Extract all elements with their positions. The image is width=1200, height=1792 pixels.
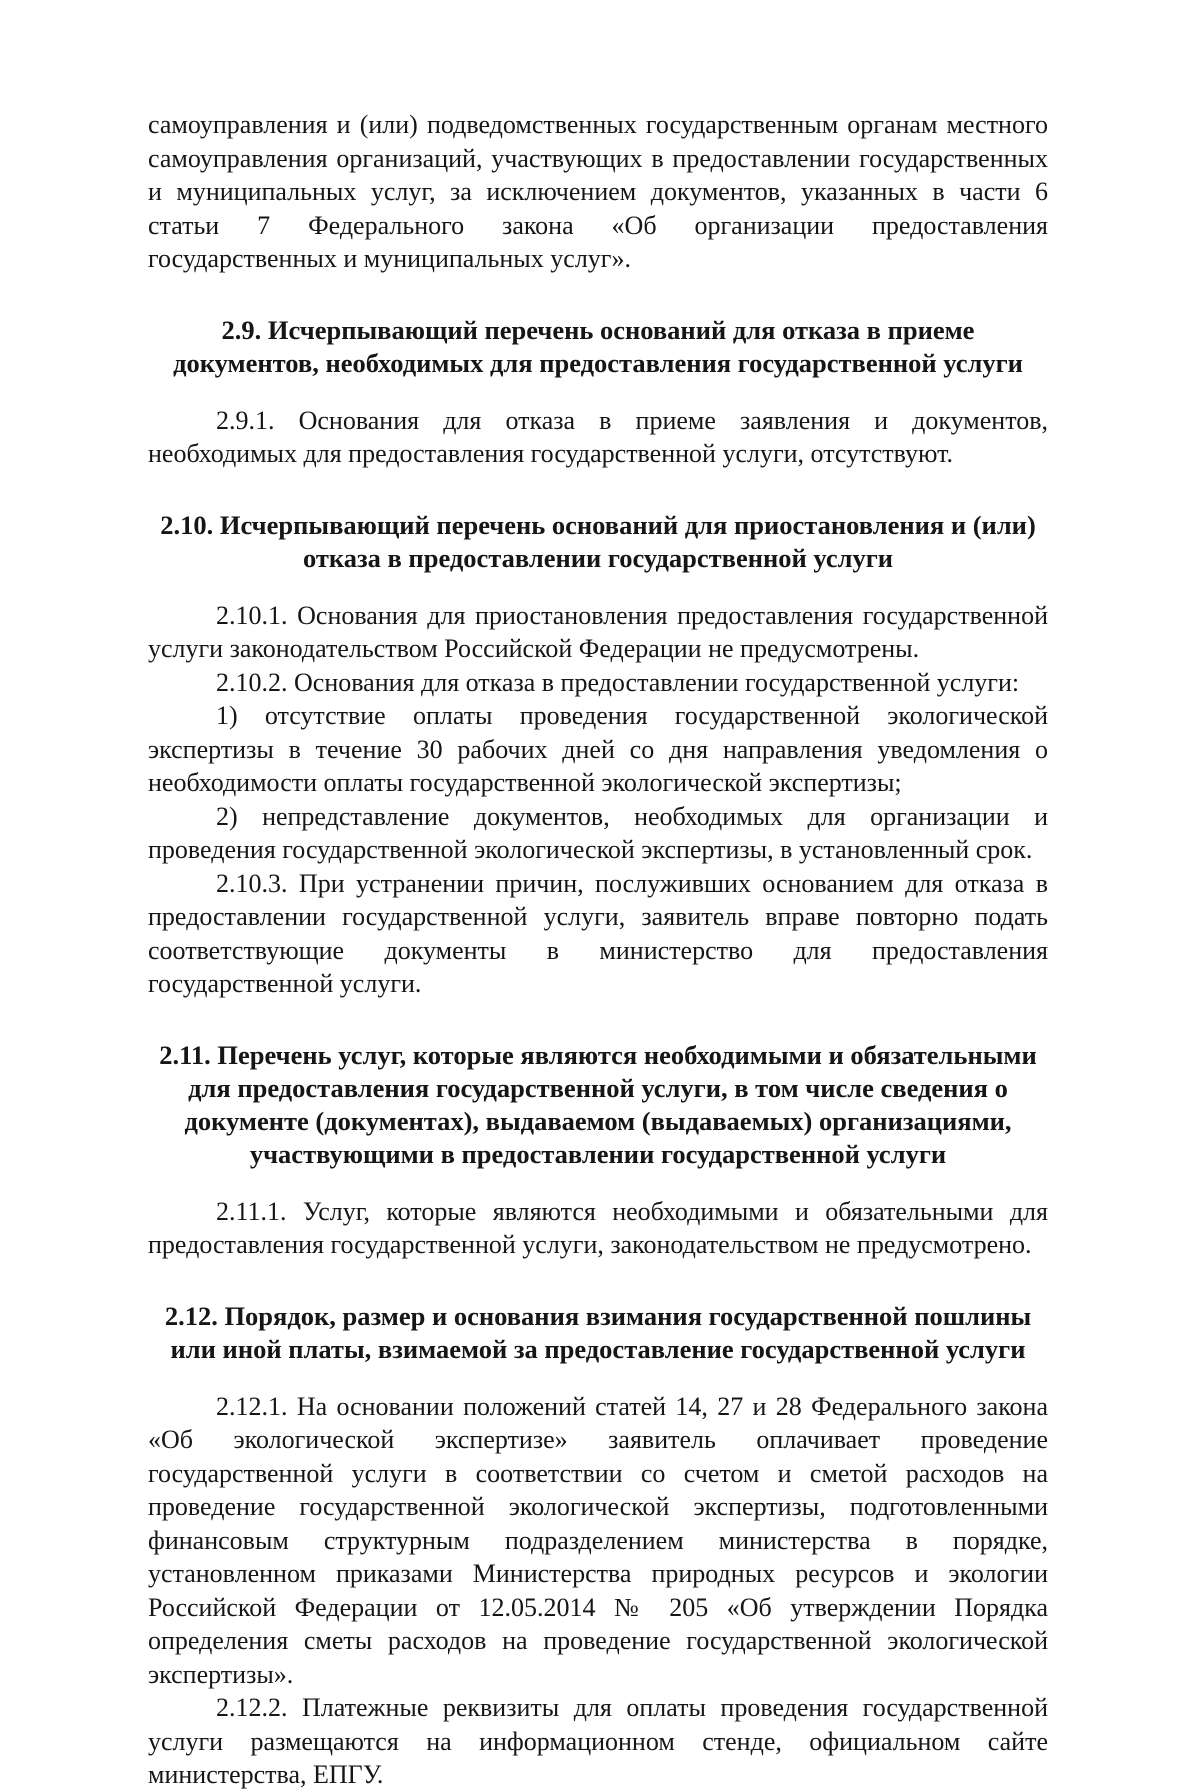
paragraph-2-12-2: 2.12.2. Платежные реквизиты для оплаты проведения государственной услуги размещаются на информационном стенде, официальном сайте министерства, ЕПГУ. [148, 1693, 1048, 1789]
paragraph-2-11-1: 2.11.1. Услуг, которые являются необходимыми и обязательными для предоставления государственной услуги, законодательством не предусмотрено. [148, 1196, 1048, 1259]
section-2-9-heading: 2.9. Исчерпывающий перечень оснований для отказа в приеме документов, необходимых для предоставления государственной услуги [173, 314, 1023, 378]
section-2-10-heading: 2.10. Исчерпывающий перечень оснований для приостановления и (или) отказа в предоставлении государственной услуги [160, 509, 1036, 573]
paragraph-2-10-2: 2.10.2. Основания для отказа в предоставлении государственной услуги: [216, 667, 1020, 697]
paragraph-2-9-1: 2.9.1. Основания для отказа в приеме заявления и документов, необходимых для предоставления государственной услуги, отсутствуют. [148, 405, 1048, 468]
paragraph-2-10-3: 2.10.3. При устранении причин, послуживших основанием для отказа в предоставлении государственной услуги, заявитель вправе повторно подать соответствующие документы в министерство для предоставления государственной услуги. [148, 868, 1048, 998]
document-page [148, 108, 1048, 1792]
section-2-11-heading: 2.11. Перечень услуг, которые являются необходимыми и обязательными для предоставления государственной услуги, в том числе сведения о документе (документах), выдаваемом (выдаваемых) организациями, участвующими в предоставлении государственной услуги [159, 1039, 1037, 1169]
paragraph-2-10-1: 2.10.1. Основания для приостановления предоставления государственной услуги законодательством Российской Федерации не предусмотрены. [148, 600, 1048, 663]
intro-paragraph: самоуправления и (или) подведомственных государственным органам местного самоуправления организаций, участвующих в предоставлении государственных и муниципальных услуг, за исключением документов, указанных в части 6 статьи 7 Федерального закона «Об организации предоставления государственных и муниципальных услуг». [148, 110, 1048, 273]
list-item-1: 1) отсутствие оплаты проведения государственной экологической экспертизы в течение 30 рабочих дней со дня направления уведомления о необходимости оплаты государственной экологической экспертизы; [148, 701, 1048, 797]
paragraph-2-12-1: 2.12.1. На основании положений статей 14, 27 и 28 Федерального закона «Об экологической экспертизе» заявитель оплачивает проведение государственной услуги в соответствии со счетом и сметой расходов на проведение государственной экологической экспертизы, подготовленными финансовым структурным подразделением министерства в порядке, установленном приказами Министерства природных ресурсов и экологии Российской Федерации от 12.05.2014 № 205 «Об утверждении Порядка определения сметы расходов на проведение государственной экологической экспертизы». [148, 1391, 1048, 1689]
section-2-12-heading: 2.12. Порядок, размер и основания взимания государственной пошлины или иной платы, взимаемой за предоставление государственной услуги [164, 1300, 1032, 1364]
list-item-2: 2) непредставление документов, необходимых для организации и проведения государственной экологической экспертизы, в установленный срок. [148, 801, 1048, 864]
